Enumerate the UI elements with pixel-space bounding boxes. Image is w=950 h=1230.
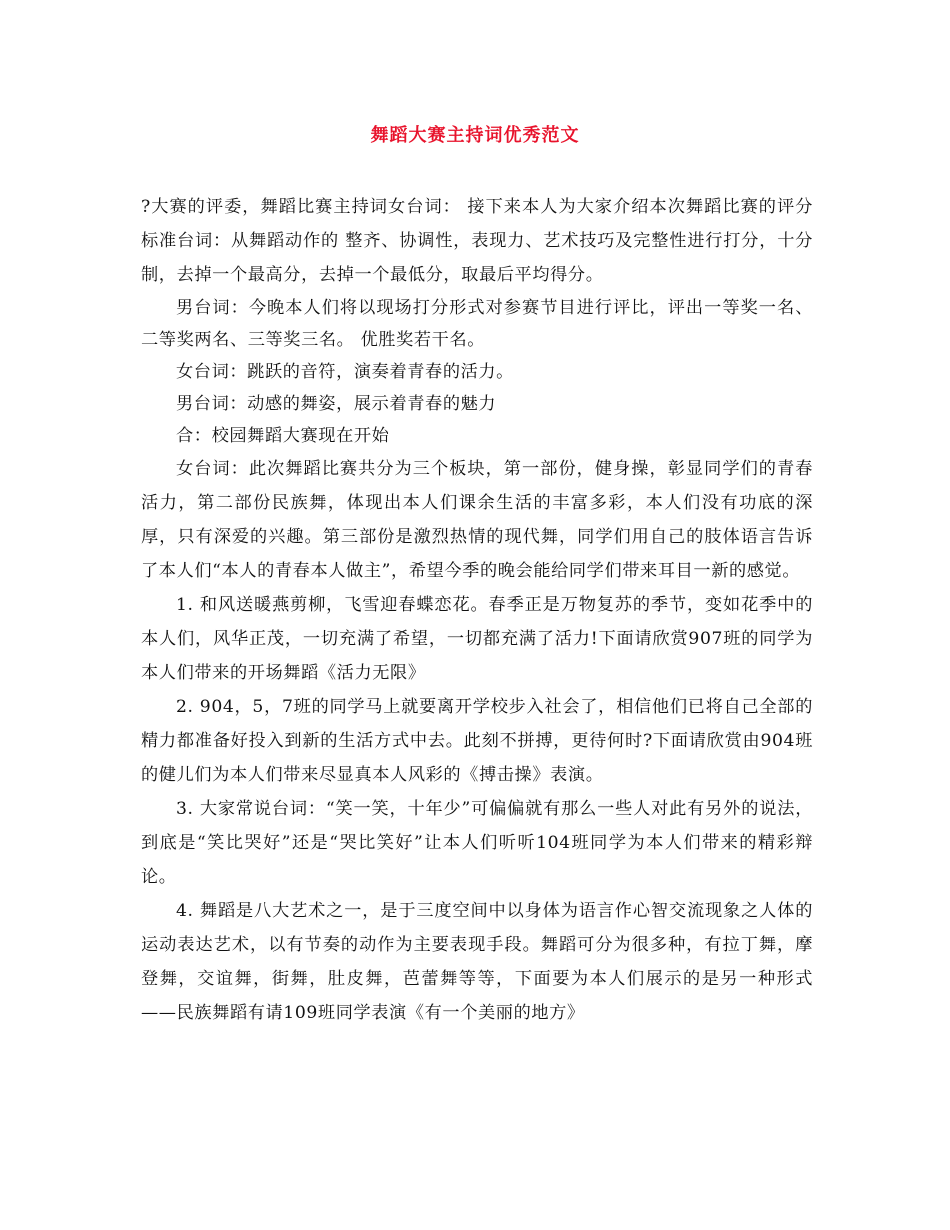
document-body: [141, 190, 813, 1030]
document-title: 舞蹈大赛主持词优秀范文: [370, 125, 580, 146]
paragraph-female-notes: 女台词：跳跃的音符，演奏着青春的活力。: [176, 362, 514, 382]
paragraph-item-2: 2. 904，5，7班的同学马上就要离开学校步入社会了，相信他们已将自己全部的精力都准备好投入到新的生活方式中去。此刻不拼搏，更待何时?下面请欣赏由904班的健儿们为本人们带来尽显真本人风彩的《搏击操》表演。: [141, 697, 813, 785]
paragraph-competition-sections: 女台词：此次舞蹈比赛共分为三个板块，第一部份，健身操，彰显同学们的青春活力，第二部份民族舞，体现出本人们课余生活的丰富多彩，本人们没有功底的深厚，只有深爱的兴趣。第三部份是激烈热情的现代舞，同学们用自己的肢体语言告诉了本人们“本人的青春本人做主”，希望今季的晚会能给同学们带来耳目一新的感觉。: [141, 459, 813, 581]
paragraph-item-3: 3. 大家常说台词：“笑一笑，十年少”可偏偏就有那么一些人对此有另外的说法，到底是“笑比哭好”还是“哭比笑好”让本人们听听104班同学为本人们带来的精彩辩论。: [141, 799, 813, 887]
paragraph-item-4: 4. 舞蹈是八大艺术之一，是于三度空间中以身体为语言作心智交流现象之人体的运动表达艺术，以有节奏的动作为主要表现手段。舞蹈可分为很多种，有拉丁舞，摩登舞，交谊舞，街舞，肚皮舞，芭蕾舞等等，下面要为本人们展示的是另一种形式——民族舞蹈有请109班同学表演《有一个美丽的地方》: [141, 901, 813, 1023]
paragraph-male-awards: 男台词：今晚本人们将以现场打分形式对参赛节目进行评比，评出一等奖一名、二等奖两名、三等奖三名。 优胜奖若干名。: [141, 298, 813, 350]
paragraph-together-start: 合：校园舞蹈大赛现在开始: [176, 426, 390, 446]
paragraph-item-1: 1. 和风送暖燕剪柳，飞雪迎春蝶恋花。春季正是万物复苏的季节，变如花季中的本人们，风华正茂，一切充满了希望，一切都充满了活力!下面请欣赏907班的同学为本人们带来的开场舞蹈《活力无限》: [141, 595, 813, 683]
paragraph-judging-criteria: ?大赛的评委，舞蹈比赛主持词女台词： 接下来本人为大家介绍本次舞蹈比赛的评分标准台词：从舞蹈动作的 整齐、协调性，表现力、艺术技巧及完整性进行打分，十分制，去掉一个最高分，去掉一个最低分，取最后平均得分。: [141, 197, 813, 285]
paragraph-male-dance: 男台词：动感的舞姿，展示着青春的魅力: [176, 394, 497, 414]
